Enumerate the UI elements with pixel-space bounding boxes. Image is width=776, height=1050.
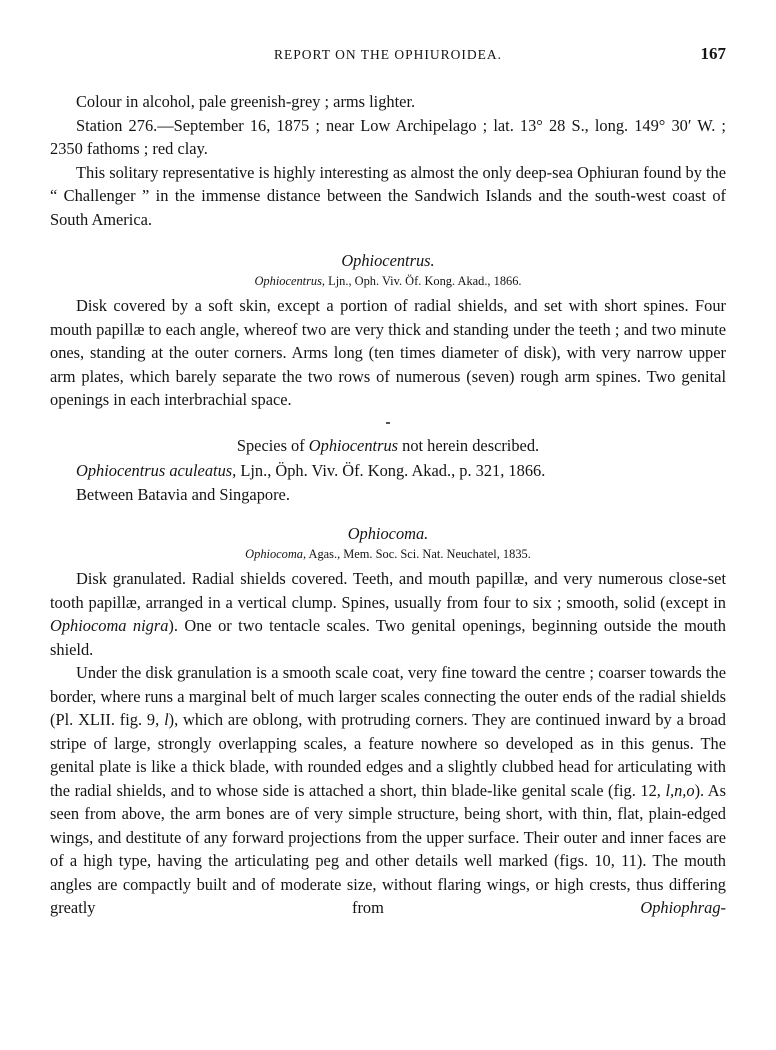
- ophiocentrus-description: Disk covered by a soft skin, except a portion of radial shields, and set with short spines. Four mouth papillæ to each angle, whereof two are very thick and standing under the teeth ; and two minute ones, standing at the outer corners. Arms long (ten times diameter of disk), with very narrow upper arm plates, which barely separate the two rows of numerous (seven) rough arm spines. Two genital openings in each interbrachial space.: [50, 296, 726, 409]
- running-head: [50, 44, 726, 66]
- subhead-genus: Ophiocentrus: [308, 435, 399, 455]
- page-number: 167: [700, 44, 726, 63]
- species-entry: [50, 459, 726, 483]
- ophiocoma-diagnosis: [50, 567, 726, 661]
- remark-paragraph: This solitary representative is highly interesting as almost the only deep-sea Ophiuran found by the “ Challenger ” in the immense distance between the Sandwich Islands and the south-west coast of South America.: [50, 162, 727, 229]
- detail-trailing-genus: Ophiophrag-: [640, 898, 726, 917]
- section-divider: [386, 422, 390, 424]
- ophiocoma-detail: [50, 661, 726, 920]
- detail-text-2: ), which are oblong, with protruding corners. They are continued inward by a broad stripe of large, strongly overlapping scales, a feature nowhere so developed as in this genus. The genital plate is like a thick blade, with rounded edges and a slightly clubbed head for articulating with the radial shields, and to whose side is attached a short, thin blade-like genital scale (fig. 12,: [50, 710, 727, 800]
- species-locality: Between Batavia and Singapore.: [76, 484, 290, 504]
- ophiocoma-authority-ref: Agas., Mem. Soc. Sci. Nat. Neuchatel, 1835.: [306, 547, 531, 561]
- subhead-suffix: not herein described.: [398, 435, 540, 455]
- ophiocentrus-authority-genus: Ophiocentrus,: [254, 274, 326, 288]
- detail-fig-letters: l,n,o: [665, 780, 695, 800]
- species-name: Ophiocentrus aculeatus,: [76, 461, 237, 480]
- detail-fig-letter: l: [164, 710, 169, 729]
- running-title: REPORT ON THE OPHIUROIDEA.: [274, 47, 502, 62]
- subhead-prefix: Species of: [236, 435, 309, 455]
- species-reference: Ljn., Öph. Viv. Öf. Kong. Akad., p. 321, 1866.: [236, 461, 546, 480]
- ophiocoma-heading: Ophiocoma.: [347, 524, 429, 543]
- ophiocoma-authority: [50, 545, 726, 563]
- ophiocentrus-heading: Ophiocentrus.: [341, 251, 435, 270]
- ophiocentrus-authority-ref: Ljn., Oph. Viv. Öf. Kong. Akad., 1866.: [325, 274, 522, 288]
- ophiocoma-authority-genus: Ophiocoma,: [245, 547, 307, 561]
- colour-paragraph: Colour in alcohol, pale greenish-grey ; arms lighter.: [76, 92, 416, 111]
- page: [50, 44, 726, 920]
- diagnosis-text-1: Disk granulated. Radial shields covered. Teeth, and mouth papillæ, and very numerous close-set tooth papillæ, arranged in a vertical clump. Spines, usually from four to six ; smooth, solid (except in: [50, 569, 726, 612]
- detail-text-3: ). As seen from above, the arm bones are of very simple structure, being short, with thin, flat, plain-edged wings, and destitute of any forward projections from the upper surface. Their outer and inner faces are of a high type, having the articulating peg and other details well marked (figs. 10, 11). The mouth angles are compactly built and of moderate size, without flaring wings, or high crests, thus differing greatly from: [50, 780, 726, 917]
- diagnosis-species: Ophiocoma nigra: [50, 616, 169, 635]
- station-paragraph: Station 276.—September 16, 1875 ; near Low Archipelago ; lat. 13° 28 S., long. 149° 30′ W. ; 2350 fathoms ; red clay.: [50, 115, 726, 158]
- species-not-described-heading: [50, 434, 726, 458]
- detail-text-1: Under the disk granulation is a smooth scale coat, very fine toward the centre ; coarser towards the border, where runs a marginal belt of much larger scales connecting the outer ends of the radial shields (Pl. XLII. fig. 9,: [50, 663, 726, 729]
- diagnosis-text-2: ). One or two tentacle scales. Two genital openings, beginning outside the mouth shield.: [50, 616, 726, 659]
- ophiocentrus-authority: [50, 272, 726, 290]
